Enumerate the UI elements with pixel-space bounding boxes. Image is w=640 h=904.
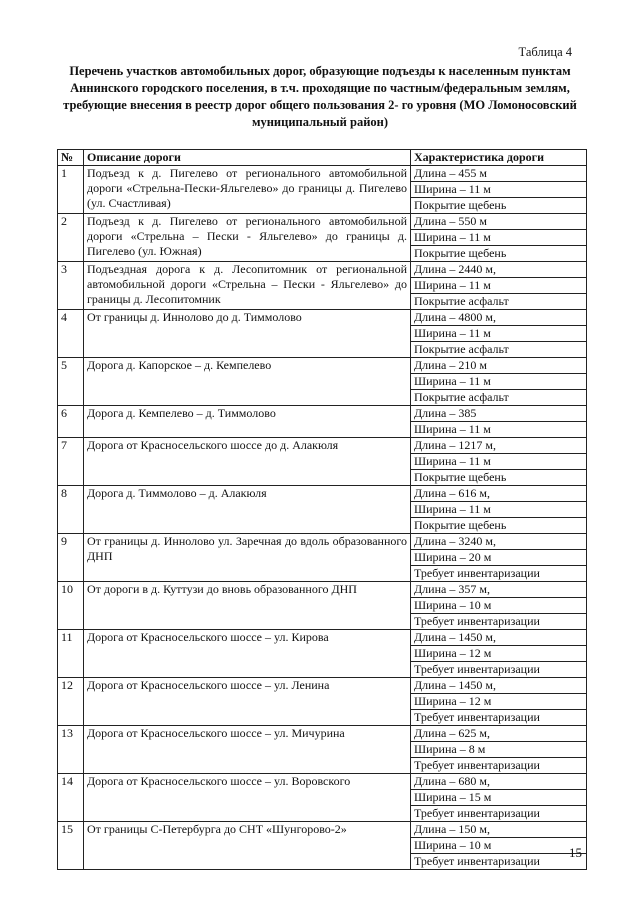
characteristic-line: Покрытие асфальт: [411, 341, 586, 357]
row-number: 15: [58, 822, 84, 870]
road-description: Подъездная дорога к д. Лесопитомник от региональной автомобильной дороги «Стрельна – Пески - Яльгелево» до границы д. Лесопитомник: [84, 262, 411, 310]
table-row: [58, 534, 587, 582]
table-header-row: [58, 150, 587, 166]
characteristic-line: Длина – 2440 м,: [414, 262, 496, 276]
characteristic-line: Требует инвентаризации: [411, 565, 586, 581]
characteristic-line: Требует инвентаризации: [411, 709, 586, 725]
characteristic-line: Покрытие щебень: [411, 197, 586, 213]
row-number: 5: [58, 358, 84, 406]
road-description: Дорога д. Капорское – д. Кемпелево: [84, 358, 411, 406]
road-characteristics: [411, 582, 587, 630]
table-row: [58, 822, 587, 870]
column-header-number: №: [58, 150, 84, 166]
characteristic-line: Требует инвентаризации: [411, 853, 586, 869]
road-characteristics: [411, 358, 587, 406]
row-number: 4: [58, 310, 84, 358]
table-row: [58, 582, 587, 630]
table-row: [58, 774, 587, 822]
road-description: Дорога от Красносельского шоссе – ул. Воровского: [84, 774, 411, 822]
characteristic-line: Требует инвентаризации: [411, 613, 586, 629]
roads-table: [57, 149, 587, 870]
column-header-description: Описание дороги: [84, 150, 411, 166]
characteristic-line: Ширина – 11 м: [411, 421, 586, 437]
characteristic-line: Длина – 3240 м,: [414, 534, 496, 548]
characteristic-line: Длина – 455 м: [414, 166, 487, 180]
road-description: Дорога д. Кемпелево – д. Тиммолово: [84, 406, 411, 438]
table-row: [58, 166, 587, 214]
table-row: [58, 438, 587, 486]
table-row: [58, 358, 587, 406]
road-description: От дороги в д. Куттузи до вновь образованного ДНП: [84, 582, 411, 630]
row-number: 14: [58, 774, 84, 822]
road-description: От границы д. Иннолово ул. Заречная до вдоль образованного ДНП: [84, 534, 411, 582]
road-characteristics: [411, 262, 587, 310]
row-number: 10: [58, 582, 84, 630]
characteristic-line: Покрытие щебень: [411, 245, 586, 261]
row-number: 6: [58, 406, 84, 438]
road-description: Дорога от Красносельского шоссе – ул. Ленина: [84, 678, 411, 726]
characteristic-line: Длина – 1217 м,: [414, 438, 496, 452]
characteristic-line: Длина – 625 м,: [414, 726, 490, 740]
characteristic-line: Ширина – 12 м: [411, 645, 586, 661]
table-row: [58, 406, 587, 438]
characteristic-line: Требует инвентаризации: [411, 661, 586, 677]
characteristic-line: Длина – 1450 м,: [414, 630, 496, 644]
road-description: Дорога от Красносельского шоссе до д. Алакюля: [84, 438, 411, 486]
characteristic-line: Ширина – 10 м: [411, 837, 586, 853]
characteristic-line: Ширина – 11 м: [411, 501, 586, 517]
characteristic-line: Длина – 385: [414, 406, 477, 420]
characteristic-line: Длина – 680 м,: [414, 774, 490, 788]
road-description: Подъезд к д. Пигелево от регионального автомобильной дороги «Стрельна – Пески - Яльгелево» до границы д. Пигелево (ул. Южная): [84, 214, 411, 262]
row-number: 8: [58, 486, 84, 534]
characteristic-line: Длина – 4800 м,: [414, 310, 496, 324]
road-characteristics: [411, 310, 587, 358]
characteristic-line: Ширина – 11 м: [411, 229, 586, 245]
column-header-characteristics: Характеристика дороги: [411, 150, 587, 166]
row-number: 12: [58, 678, 84, 726]
characteristic-line: Длина – 357 м,: [414, 582, 490, 596]
characteristic-line: Ширина – 11 м: [411, 277, 586, 293]
table-body: [58, 166, 587, 870]
row-number: 1: [58, 166, 84, 214]
road-characteristics: [411, 166, 587, 214]
road-characteristics: [411, 630, 587, 678]
row-number: 13: [58, 726, 84, 774]
table-row: [58, 630, 587, 678]
characteristic-line: Ширина – 8 м: [411, 741, 586, 757]
table-row: [58, 262, 587, 310]
road-description: Дорога от Красносельского шоссе – ул. Кирова: [84, 630, 411, 678]
characteristic-line: Покрытие асфальт: [411, 389, 586, 405]
document-title: Перечень участков автомобильных дорог, образующие подъезды к населенным пунктам Аннинского городского поселения, в т.ч. проходящие по частным/федеральным землям, требующие внесения в реестр дорог общего пользования 2- го уровня (МО Ломоносовский муниципальный район): [63, 64, 577, 129]
characteristic-line: Ширина – 11 м: [411, 181, 586, 197]
road-characteristics: [411, 486, 587, 534]
row-number: 11: [58, 630, 84, 678]
road-characteristics: [411, 534, 587, 582]
characteristic-line: Ширина – 11 м: [411, 325, 586, 341]
characteristic-line: Длина – 210 м: [414, 358, 487, 372]
road-characteristics: [411, 726, 587, 774]
characteristic-line: Ширина – 20 м: [411, 549, 586, 565]
road-characteristics: [411, 406, 587, 438]
table-row: [58, 310, 587, 358]
road-characteristics: [411, 678, 587, 726]
characteristic-line: Длина – 1450 м,: [414, 678, 496, 692]
row-number: 2: [58, 214, 84, 262]
table-row: [58, 678, 587, 726]
page-number: 15: [569, 845, 582, 860]
characteristic-line: Длина – 150 м,: [414, 822, 490, 836]
row-number: 7: [58, 438, 84, 486]
characteristic-line: Ширина – 11 м: [411, 453, 586, 469]
road-characteristics: [411, 438, 587, 486]
characteristic-line: Ширина – 11 м: [411, 373, 586, 389]
table-row: [58, 486, 587, 534]
road-characteristics: [411, 774, 587, 822]
characteristic-line: Ширина – 12 м: [411, 693, 586, 709]
characteristic-line: Покрытие асфальт: [411, 293, 586, 309]
road-description: От границы С-Петербурга до СНТ «Шунгорово-2»: [84, 822, 411, 870]
characteristic-line: Покрытие щебень: [411, 469, 586, 485]
table-label: Таблица 4: [518, 45, 572, 59]
row-number: 9: [58, 534, 84, 582]
characteristic-line: Длина – 616 м,: [414, 486, 490, 500]
road-description: От границы д. Иннолово до д. Тиммолово: [84, 310, 411, 358]
table-row: [58, 726, 587, 774]
characteristic-line: Длина – 550 м: [414, 214, 487, 228]
characteristic-line: Ширина – 15 м: [411, 789, 586, 805]
characteristic-line: Требует инвентаризации: [411, 757, 586, 773]
road-characteristics: [411, 822, 587, 870]
road-characteristics: [411, 214, 587, 262]
characteristic-line: Покрытие щебень: [411, 517, 586, 533]
road-description: Дорога д. Тиммолово – д. Алакюля: [84, 486, 411, 534]
characteristic-line: Ширина – 10 м: [411, 597, 586, 613]
road-description: Подъезд к д. Пигелево от регионального автомобильной дороги «Стрельна-Пески-Яльгелево» до границы д. Пигелево (ул. Счастливая): [84, 166, 411, 214]
table-row: [58, 214, 587, 262]
row-number: 3: [58, 262, 84, 310]
characteristic-line: Требует инвентаризации: [411, 805, 586, 821]
road-description: Дорога от Красносельского шоссе – ул. Мичурина: [84, 726, 411, 774]
